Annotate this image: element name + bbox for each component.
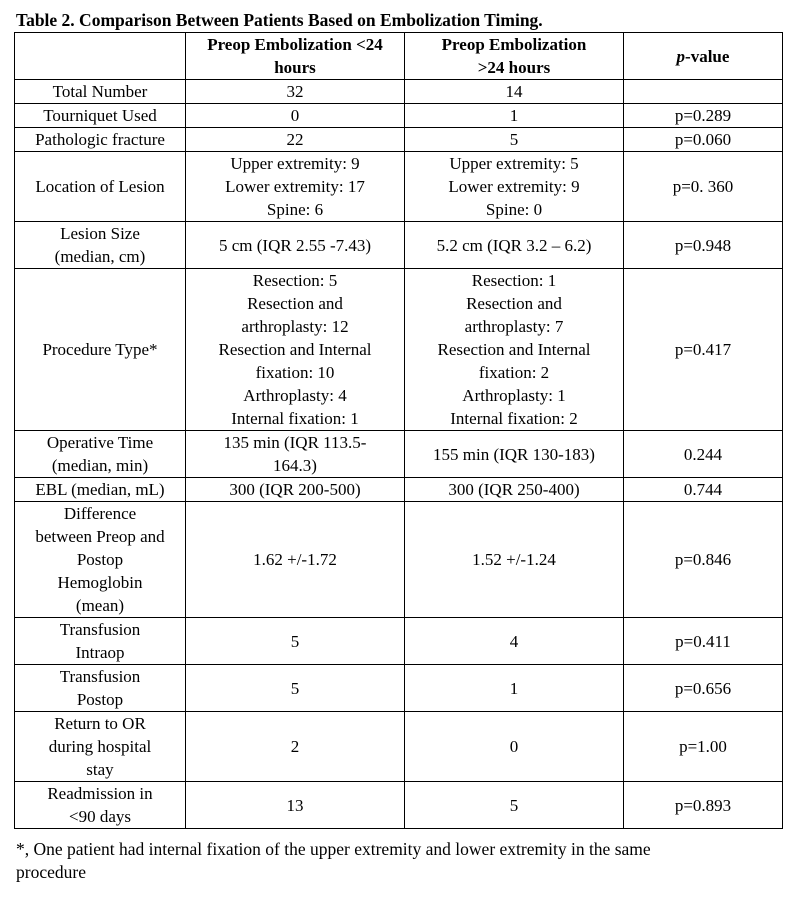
header-lt24-line: hours <box>274 58 316 77</box>
cell-lt24-text: Resection and Internal <box>218 340 372 359</box>
header-lt24 <box>186 33 405 80</box>
cell-p-value <box>624 502 783 618</box>
cell-gt24-text: Resection and Internal <box>437 340 591 359</box>
cell-lt24-text: 1.62 +/-1.72 <box>253 550 337 569</box>
cell-p-value <box>624 431 783 478</box>
row-label-text: <90 days <box>69 807 131 826</box>
cell-gt24-text: 155 min (IQR 130-183) <box>433 444 595 464</box>
cell-gt24-text: fixation: 2 <box>478 363 550 382</box>
cell-gt24 <box>405 222 624 269</box>
header-gt24-line: >24 hours <box>477 58 551 77</box>
cell-p-value-text: p=0.656 <box>674 678 732 698</box>
table-body <box>15 80 783 829</box>
cell-lt24-text: 0 <box>290 106 300 125</box>
cell-lt24-text: 5 cm (IQR 2.55 -7.43) <box>218 235 372 255</box>
row-label-text: Postop <box>76 550 124 569</box>
row-label <box>15 782 186 829</box>
cell-gt24-text: 5.2 cm (IQR 3.2 – 6.2) <box>436 235 592 255</box>
cell-lt24-text: Resection: 5 <box>252 271 338 290</box>
cell-lt24 <box>186 104 405 128</box>
cell-lt24-text: Resection and <box>247 294 343 313</box>
cell-lt24 <box>186 222 405 269</box>
cell-lt24 <box>186 478 405 502</box>
cell-lt24-text: arthroplasty: 12 <box>241 317 349 336</box>
cell-lt24-text: 5 <box>290 678 300 698</box>
cell-gt24-text: Resection: 1 <box>471 271 557 290</box>
row-label <box>15 104 186 128</box>
cell-lt24-text: fixation: 10 <box>255 363 335 382</box>
cell-lt24-text: 300 (IQR 200-500) <box>229 480 361 499</box>
cell-gt24-text: Internal fixation: 2 <box>450 409 578 428</box>
row-label-text: EBL (median, mL) <box>35 480 165 499</box>
row-label-text: Pathologic fracture <box>35 130 165 149</box>
row-label-text: Total Number <box>52 82 148 101</box>
row-label-text: stay <box>86 760 114 779</box>
row-label <box>15 502 186 618</box>
cell-gt24 <box>405 431 624 478</box>
cell-gt24 <box>405 782 624 829</box>
row-label-text: Readmission in <box>47 784 153 803</box>
cell-lt24-text: 164.3) <box>273 456 317 475</box>
header-gt24 <box>405 33 624 80</box>
cell-p-value <box>624 128 783 152</box>
cell-lt24 <box>186 269 405 431</box>
cell-p-value-text: p=1.00 <box>679 737 727 756</box>
table-row <box>15 665 783 712</box>
table-row <box>15 782 783 829</box>
row-label-text: Tourniquet Used <box>43 106 157 125</box>
cell-gt24-text: 14 <box>505 82 523 101</box>
row-label-text: Transfusion <box>59 667 141 686</box>
row-label-text: (mean) <box>75 596 125 615</box>
row-label <box>15 431 186 478</box>
row-label-text: Location of Lesion <box>35 177 165 196</box>
cell-p-value <box>624 712 783 782</box>
cell-gt24-text: 1.52 +/-1.24 <box>472 550 556 569</box>
row-label <box>15 152 186 222</box>
cell-gt24-text: Upper extremity: 5 <box>449 154 579 173</box>
footnote <box>16 838 786 884</box>
cell-lt24-text: 2 <box>290 737 300 756</box>
header-row <box>15 33 783 80</box>
cell-p-value-text: p=0.893 <box>674 795 732 815</box>
cell-gt24-text: arthroplasty: 7 <box>464 317 564 336</box>
cell-p-value <box>624 478 783 502</box>
cell-p-value-text: 0.744 <box>683 480 723 499</box>
row-label <box>15 269 186 431</box>
table-row <box>15 502 783 618</box>
cell-p-value <box>624 104 783 128</box>
row-label <box>15 665 186 712</box>
cell-lt24-text: 32 <box>286 82 304 101</box>
table-row <box>15 269 783 431</box>
cell-gt24 <box>405 128 624 152</box>
cell-gt24 <box>405 269 624 431</box>
cell-lt24-text: 135 min (IQR 113.5- <box>223 433 367 452</box>
row-label <box>15 80 186 104</box>
footnote-line: *, One patient had internal fixation of the upper extremity and lower extremity in the same <box>16 839 651 859</box>
cell-p-value-text: p=0.417 <box>674 340 732 359</box>
row-label-text: Operative Time <box>46 433 154 452</box>
cell-lt24 <box>186 431 405 478</box>
row-label-text: during hospital <box>48 737 152 756</box>
row-label-text: Procedure Type* <box>42 340 158 359</box>
cell-gt24-text: 1 <box>509 678 519 698</box>
cell-lt24-text: 22 <box>286 130 304 149</box>
cell-gt24-text: Arthroplasty: 1 <box>462 386 566 405</box>
row-label-text: between Preop and <box>35 527 165 546</box>
row-label-text: Lesion Size <box>60 224 140 243</box>
row-label <box>15 618 186 665</box>
cell-p-value-text: p=0.289 <box>674 106 732 125</box>
cell-lt24 <box>186 665 405 712</box>
cell-lt24-text: 13 <box>286 795 304 815</box>
cell-gt24 <box>405 618 624 665</box>
table-row <box>15 222 783 269</box>
cell-gt24-text: 5 <box>509 795 519 815</box>
cell-lt24 <box>186 152 405 222</box>
cell-lt24-text: Upper extremity: 9 <box>230 154 360 173</box>
cell-gt24-text: 300 (IQR 250-400) <box>448 480 580 499</box>
header-lt24-line: Preop Embolization <24 <box>207 35 383 54</box>
cell-gt24 <box>405 712 624 782</box>
comparison-table <box>14 32 783 829</box>
cell-lt24 <box>186 618 405 665</box>
cell-gt24-text: Spine: 0 <box>485 200 543 219</box>
cell-gt24-text: 1 <box>509 106 519 125</box>
row-label-text: (median, cm) <box>54 247 146 266</box>
table-row <box>15 618 783 665</box>
table-caption: Table 2. Comparison Between Patients Based on Embolization Timing. <box>16 10 543 30</box>
cell-gt24 <box>405 80 624 104</box>
row-label <box>15 712 186 782</box>
cell-gt24-text: 5 <box>509 130 519 149</box>
cell-gt24 <box>405 152 624 222</box>
cell-lt24 <box>186 712 405 782</box>
cell-p-value-text: p=0.846 <box>674 550 732 569</box>
table-row <box>15 128 783 152</box>
cell-p-value <box>624 665 783 712</box>
row-label-text: Transfusion <box>59 620 141 639</box>
table-row <box>15 478 783 502</box>
cell-p-value-text: 0.244 <box>683 444 723 464</box>
cell-gt24 <box>405 665 624 712</box>
cell-lt24-text: Internal fixation: 1 <box>231 409 359 428</box>
cell-p-value <box>624 269 783 431</box>
cell-lt24 <box>186 502 405 618</box>
row-label-text: Intraop <box>75 643 125 662</box>
cell-p-value <box>624 618 783 665</box>
cell-gt24 <box>405 502 624 618</box>
cell-lt24 <box>186 80 405 104</box>
row-label-text: (median, min) <box>51 456 149 475</box>
cell-p-value-text: p=0.411 <box>675 631 731 651</box>
cell-gt24 <box>405 478 624 502</box>
cell-lt24-text: Arthroplasty: 4 <box>243 386 347 405</box>
cell-gt24 <box>405 104 624 128</box>
footnote-line: procedure <box>16 862 86 882</box>
table-row <box>15 712 783 782</box>
cell-lt24-text: Lower extremity: 17 <box>225 177 365 196</box>
header-variable <box>15 33 186 80</box>
cell-p-value <box>624 80 783 104</box>
cell-lt24-text: 5 <box>290 631 300 651</box>
cell-p-value-text: p=0.060 <box>674 130 732 149</box>
cell-lt24 <box>186 782 405 829</box>
cell-gt24-text: 0 <box>509 737 519 756</box>
cell-lt24 <box>186 128 405 152</box>
cell-p-value <box>624 222 783 269</box>
cell-gt24-text: Resection and <box>466 294 562 313</box>
cell-p-value-text: p=0.948 <box>674 235 732 255</box>
row-label <box>15 222 186 269</box>
header-gt24-line: Preop Embolization <box>441 35 587 54</box>
row-label-text: Difference <box>63 504 137 523</box>
row-label-text: Hemoglobin <box>57 573 143 592</box>
cell-lt24-text: Spine: 6 <box>266 200 324 219</box>
row-label <box>15 478 186 502</box>
table-row <box>15 80 783 104</box>
row-label-text: Postop <box>76 690 124 709</box>
header-p-suffix: -value <box>685 46 730 66</box>
row-label <box>15 128 186 152</box>
header-p-letter: p <box>676 46 686 66</box>
table-row <box>15 104 783 128</box>
cell-p-value <box>624 152 783 222</box>
cell-p-value <box>624 782 783 829</box>
row-label-text: Return to OR <box>54 714 146 733</box>
cell-gt24-text: Lower extremity: 9 <box>448 177 580 196</box>
table-row <box>15 152 783 222</box>
table-row <box>15 431 783 478</box>
cell-gt24-text: 4 <box>509 631 519 651</box>
cell-p-value-text: p=0. 360 <box>672 177 734 196</box>
header-p-value <box>624 33 783 80</box>
